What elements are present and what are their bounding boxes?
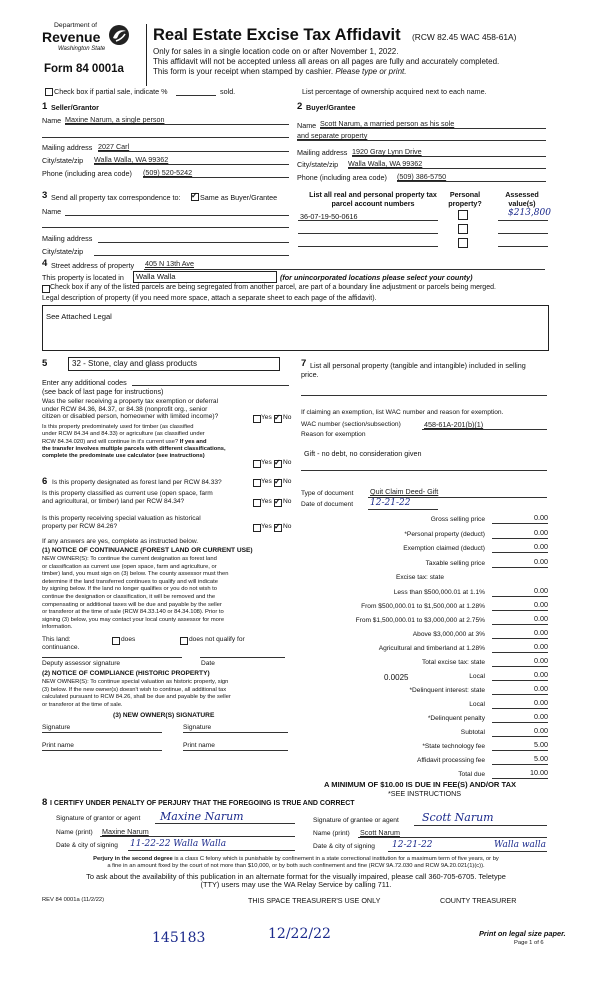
timber-question-line3 xyxy=(42,439,226,446)
timber-question xyxy=(42,424,226,460)
tax-row-value[interactable]: 0.00 xyxy=(534,586,548,595)
document-date-field[interactable]: 12-21-22 xyxy=(370,498,411,508)
grantor-name-line xyxy=(100,836,295,837)
additional-codes-label: Enter any additional codes xyxy=(42,378,127,387)
total-due-value[interactable]: 10.00 xyxy=(530,768,548,777)
section-4-number: 4 xyxy=(42,258,48,269)
timber-question-line2: under RCW 84.34 and 84.33) or agriculture (as classified under xyxy=(42,431,205,438)
tax-row-line xyxy=(492,596,548,597)
continuance-line: by signing below. If the land no longer qualifies or you do not wish to xyxy=(42,586,217,593)
tax-row-line xyxy=(492,652,548,653)
does-qualify-label: does xyxy=(121,636,136,643)
tax-row-line xyxy=(492,750,548,751)
grantee-city-field[interactable]: Walla walla xyxy=(494,840,547,850)
tax-row-label: Taxable selling price xyxy=(425,560,485,567)
if-yes-instructions: If any answers are yes, complete as instructed below. xyxy=(42,538,199,545)
section-2-number: 2 xyxy=(297,101,303,112)
tax-row-label: Above $3,000,000 at 3% xyxy=(412,631,485,638)
seller-phone-line xyxy=(143,177,289,178)
page-title: Real Estate Excise Tax Affidavit xyxy=(153,26,401,44)
document-date-line xyxy=(368,509,438,510)
current-use-question xyxy=(42,490,213,506)
tax-row-line xyxy=(492,694,548,695)
tax-row-label: Subtotal xyxy=(460,729,485,736)
buyer-phone-label: Phone (including area code) xyxy=(297,173,387,182)
grantee-signature-label: Signature of grantee or agent xyxy=(313,817,399,824)
legal-description-text: See Attached Legal xyxy=(46,312,112,321)
perjury-heading: Perjury in the second degree xyxy=(93,856,173,862)
tax-row-line xyxy=(492,666,548,667)
tax-row-label: Less than $500,000.01 at 1.1% xyxy=(393,589,485,596)
does-not-qualify-label: does not qualify for xyxy=(189,636,245,643)
current-use-line2: and agricultural, or timber) land per RCW 84.34? xyxy=(42,497,185,505)
stamp-date: 12/22/22 xyxy=(268,926,331,942)
assessed-line-2[interactable] xyxy=(498,233,548,234)
certify-statement: I CERTIFY UNDER PENALTY OF PERJURY THAT THE FOREGOING IS TRUE AND CORRECT xyxy=(50,800,355,807)
notice-compliance-body xyxy=(42,679,231,709)
tax-row-label: Local xyxy=(469,701,485,708)
partial-sale-checkbox[interactable] xyxy=(45,88,53,96)
tax-row-value[interactable]: 0.00 xyxy=(534,528,548,537)
parcel-line-3[interactable] xyxy=(298,246,438,247)
section-7-number: 7 xyxy=(301,358,307,369)
timber-question-line5: complete the predominate use calculator (see instructions) xyxy=(42,453,205,460)
timber-question-if-yes: If yes and xyxy=(179,438,207,445)
wac-number-field[interactable]: 458-61A-201(b)(1) xyxy=(424,420,484,429)
buyer-heading: Buyer/Grantee xyxy=(306,103,356,112)
seller-name-line2 xyxy=(42,137,289,138)
document-type-field[interactable]: Quit Claim Deed- Gift xyxy=(370,487,439,496)
correspondence-name-label: Name xyxy=(42,207,62,216)
tax-row-value[interactable]: 0.00 xyxy=(534,557,548,566)
personal-property-header xyxy=(445,190,485,208)
subtitle-line2: This affidavit will not be accepted unless all areas on all pages are fully and accurately completed. xyxy=(153,57,500,66)
owner-print-line-2[interactable] xyxy=(183,750,288,751)
tax-row-line xyxy=(492,736,548,737)
seller-name-field[interactable]: Maxine Narum, a single person xyxy=(65,115,165,124)
correspondence-city-label: City/state/zip xyxy=(42,247,84,256)
exemption-no-label: No xyxy=(283,414,292,421)
tax-row-value[interactable]: 0.00 xyxy=(534,513,548,522)
historic-line2: property per RCW 84.26? xyxy=(42,522,118,530)
assessed-header-line2: value(s) xyxy=(508,199,536,208)
compliance-line: or transferor at the time of sale. xyxy=(42,701,123,708)
personal-property-line1: List all personal property (tangible and intangible) included in selling xyxy=(310,361,526,370)
grantor-date-city-field[interactable]: 11-22-22 Walla Walla xyxy=(130,839,227,849)
county-treasurer-label: COUNTY TREASURER xyxy=(440,896,517,905)
historic-yes-checkbox[interactable] xyxy=(253,524,261,532)
tax-row-label: *Personal property (deduct) xyxy=(404,531,485,538)
tax-row-label: Local xyxy=(469,673,485,680)
segregated-checkbox[interactable] xyxy=(42,285,50,293)
tax-row-label: Affidavit processing fee xyxy=(416,757,485,764)
same-as-buyer-check-icon: ✓ xyxy=(191,191,198,200)
wac-number-label: WAC number (section/subsection) xyxy=(301,421,401,428)
continuance-line: timber) land, you must sign on (3) below. The county assessor must then xyxy=(42,571,229,578)
forest-no-label: No xyxy=(283,478,292,485)
grantee-name-line xyxy=(358,837,547,838)
agency-line2: Revenue xyxy=(42,29,101,45)
timber-no-check-icon: ✓ xyxy=(274,458,281,467)
personal-property-list-line-1[interactable] xyxy=(301,395,547,396)
seller-city-label: City/state/zip xyxy=(42,156,84,165)
see-instructions-note: *SEE INSTRUCTIONS xyxy=(388,789,462,798)
continuance-line: or classification as current use (open space, farm and agriculture, or xyxy=(42,563,217,570)
tax-row-value[interactable]: 0.00 xyxy=(534,542,548,551)
notice-continuance-title: (1) NOTICE OF CONTINUANCE (FOREST LAND OR CURRENT USE) xyxy=(42,547,253,554)
owner-signature-label-1: Signature xyxy=(42,724,71,731)
grantee-date-field[interactable]: 12-21-22 xyxy=(392,840,433,850)
grantor-signature-label: Signature of grantor or agent xyxy=(56,815,141,822)
tax-row-line xyxy=(492,680,548,681)
notice-compliance-title: (2) NOTICE OF COMPLIANCE (HISTORIC PROPERTY) xyxy=(42,670,210,677)
legal-description-field[interactable] xyxy=(42,305,549,351)
parcel-number-field[interactable]: 36-07-19-50-0616 xyxy=(300,212,358,221)
compliance-line: calculated pursuant to RCW 84.26, shall be due and payable by the seller xyxy=(42,694,231,701)
tax-row-label: *Delinquent interest: state xyxy=(409,687,485,694)
legal-description-label: Legal description of property (if you need more space, attach a separate sheet to each page of the affidavit). xyxy=(42,295,377,302)
correspondence-city-line[interactable] xyxy=(94,255,289,256)
tax-row-line xyxy=(492,610,548,611)
tax-row-label: Gross selling price xyxy=(430,516,485,523)
correspondence-name-line2 xyxy=(42,227,289,228)
land-use-code-value: 32 - Stone, clay and glass products xyxy=(72,359,197,368)
exemption-question xyxy=(42,398,218,421)
tax-row-value[interactable]: 5.00 xyxy=(534,740,548,749)
owner-signature-label-2: Signature xyxy=(183,724,212,731)
assessed-line-3[interactable] xyxy=(498,246,548,247)
grantee-signature-line xyxy=(414,825,547,826)
sold-label: sold. xyxy=(220,87,236,96)
partial-sale-label: Check box if partial sale, indicate % xyxy=(54,87,168,96)
tax-row-label: *State technology fee xyxy=(422,743,485,750)
assessed-value-header xyxy=(497,190,547,208)
title-reference: (RCW 82.45 WAC 458-61A) xyxy=(412,32,517,42)
personal-property-line2: price. xyxy=(301,370,319,379)
forest-question: Is this property designated as forest land per RCW 84.33? xyxy=(52,479,222,486)
parcel-line-1 xyxy=(298,220,438,221)
revenue-swirl-icon xyxy=(107,24,131,46)
exemption-question-line3: citizen or disabled person, homeowner with limited income)? xyxy=(42,413,219,421)
personal-property-checkbox-1[interactable] xyxy=(458,210,468,220)
owner-print-line-1[interactable] xyxy=(42,750,162,751)
correspondence-mailing-label: Mailing address xyxy=(42,234,93,243)
tax-row-label: From $1,500,000.01 to $3,000,000 at 2.75% xyxy=(355,617,485,624)
assessed-line-1 xyxy=(498,220,548,221)
wac-number-line xyxy=(422,429,547,430)
tax-row-value[interactable]: 0.00 xyxy=(534,642,548,651)
parcel-header-line2: parcel account numbers xyxy=(331,199,415,208)
continuance-line: determine if the land transferred continues to qualify and will indicate xyxy=(42,578,218,585)
buyer-city-line xyxy=(348,168,546,169)
ownership-note: List percentage of ownership acquired next to each name. xyxy=(302,87,487,96)
dor-logo xyxy=(40,22,144,56)
tax-row-label: Total due xyxy=(458,771,485,778)
stamp-number: 145183 xyxy=(152,930,206,946)
alt-format-line2: (TTY) users may use the WA Relay Service by calling 711. xyxy=(200,880,392,890)
receipt-note: This form is your receipt when stamped by cashier. xyxy=(153,67,334,76)
personal-header-line1: Personal xyxy=(449,190,481,199)
does-qualify-checkbox[interactable] xyxy=(112,637,120,645)
tax-row-line xyxy=(492,722,548,723)
forest-yes-checkbox[interactable] xyxy=(253,479,261,487)
seller-mailing-label: Mailing address xyxy=(42,143,93,152)
deputy-date-line[interactable] xyxy=(200,657,285,658)
grantor-name-label: Name (print) xyxy=(56,829,93,836)
grantee-name-label: Name (print) xyxy=(313,830,350,837)
segregated-label: Check box if any of the listed parcels are being segregated from another parcel, are part of a boundary line adjustment or parcels being merged. xyxy=(50,284,496,291)
alt-format-line1: To ask about the availability of this publication in an alternate format for the visually impaired, please call 360-705-6705. Teletype xyxy=(86,872,506,881)
tax-row-value[interactable]: 0.00 xyxy=(534,712,548,721)
document-date-label: Date of document xyxy=(301,501,354,508)
buyer-name-field-2[interactable]: and separate property xyxy=(297,131,368,140)
continuance-label: continuance. xyxy=(42,644,80,651)
timber-question-line4: the transfer involves multiple parcels with different classifications, xyxy=(42,445,226,452)
tax-row-value[interactable]: 0.00 xyxy=(534,628,548,637)
deputy-signature-line[interactable] xyxy=(42,657,182,658)
does-not-qualify-checkbox[interactable] xyxy=(180,637,188,645)
tax-row-value[interactable]: 0.00 xyxy=(534,698,548,707)
legal-paper-note: Print on legal size paper. xyxy=(479,929,566,938)
header-divider xyxy=(146,24,147,86)
owner-print-label-2: Print name xyxy=(183,742,215,749)
tax-correspondence-label: Send all property tax correspondence to: xyxy=(51,193,181,202)
compliance-line: NEW OWNER(S): To continue special valuation as historic property, sign xyxy=(42,679,229,685)
current-use-no-label: No xyxy=(283,498,292,505)
personal-property-label xyxy=(301,361,526,379)
section-5-number: 5 xyxy=(42,358,48,369)
additional-codes-line[interactable] xyxy=(132,385,289,386)
grantee-name-field[interactable]: Scott Narum xyxy=(360,828,400,837)
tax-row-line xyxy=(492,638,548,639)
exemption-yes-label: Yes xyxy=(261,414,272,421)
subtitle-line1: Only for sales in a single location code on or after November 1, 2022. xyxy=(153,47,399,56)
type-or-print-note: Please type or print. xyxy=(335,67,407,76)
tax-row-value[interactable]: 0.00 xyxy=(534,726,548,735)
continuance-line: NEW OWNER(S): To continue the current designation as forest land xyxy=(42,556,217,562)
tax-row-line xyxy=(492,708,548,709)
owner-print-label-1: Print name xyxy=(42,742,74,749)
exemption-no-check-icon: ✓ xyxy=(274,413,281,422)
tax-row-value[interactable]: 0.00 xyxy=(534,614,548,623)
revision-code: REV 84 0001a (11/2/22) xyxy=(42,897,105,903)
seller-phone-label: Phone (including area code) xyxy=(42,169,132,178)
historic-line1: Is this property receiving special valuation as historical xyxy=(42,515,201,522)
exemption-question-line2: under RCW 84.36, 84.37, or 84.38 (nonprofit org., senior xyxy=(42,405,208,413)
tax-row-line xyxy=(492,778,548,779)
tax-row-line xyxy=(492,538,548,539)
agency-line3: Washington State xyxy=(58,46,106,52)
same-as-buyer-label: Same as Buyer/Grantee xyxy=(200,193,278,202)
minimum-fee-note: A MINIMUM OF $10.00 IS DUE IN FEE(S) AND/OR TAX xyxy=(324,780,517,789)
seller-phone-field[interactable]: (509) 520-5242 xyxy=(143,168,193,177)
current-use-yes-label: Yes xyxy=(261,498,272,505)
section-6-number: 6 xyxy=(42,476,48,487)
location-select[interactable] xyxy=(133,271,277,283)
notice-continuance-body xyxy=(42,556,228,632)
timber-question-line1: Is this property predominately used for timber (as classified xyxy=(42,424,194,430)
tax-row-value[interactable]: 5.00 xyxy=(534,754,548,763)
buyer-mailing-label: Mailing address xyxy=(297,148,348,157)
grantor-date-city-line xyxy=(128,850,295,851)
seller-heading: Seller/Grantor xyxy=(51,103,99,112)
buyer-phone-line xyxy=(397,181,546,182)
located-note: (for unincorporated locations please select your county) xyxy=(280,273,473,282)
subtitle-line3 xyxy=(153,67,406,76)
tax-row-label: Agricultural and timberland at 1.28% xyxy=(378,645,485,652)
tax-row-label: Total excise tax: state xyxy=(421,659,485,666)
forest-no-check-icon: ✓ xyxy=(274,477,281,486)
tax-row-value[interactable]: 0.00 xyxy=(534,670,548,679)
buyer-city-label: City/state/zip xyxy=(297,160,339,169)
grantor-name-field[interactable]: Maxine Narum xyxy=(102,827,149,836)
grantee-date-city-label: Date & city of signing xyxy=(313,843,375,850)
buyer-name-label: Name xyxy=(297,121,317,130)
owner-signature-line-2[interactable] xyxy=(183,732,288,733)
tax-row-value[interactable]: 0.00 xyxy=(534,656,548,665)
treasurer-use-label: THIS SPACE TREASURER'S USE ONLY xyxy=(248,896,381,905)
tax-row-line xyxy=(492,764,548,765)
buyer-name-line xyxy=(320,128,546,129)
buyer-city-field[interactable]: Walla Walla, WA 99362 xyxy=(348,159,423,168)
exemption-claim-label: If claiming an exemption, list WAC number and reason for exemption. xyxy=(301,409,504,416)
exemption-reason-line xyxy=(301,470,547,471)
perjury-line2: a fine in an amount fixed by the court of not more than $10,000, or by both such confinement and fine (RCW 9A.72.030 and RCW 9A.20.021(1)(c)). xyxy=(107,863,485,870)
tax-row-line xyxy=(492,624,548,625)
exemption-yes-checkbox[interactable] xyxy=(253,415,261,423)
agency-line1: Department of xyxy=(54,22,98,29)
current-use-line1: Is this property classified as current use (open space, farm xyxy=(42,490,213,497)
continuance-line: information. xyxy=(42,624,73,631)
new-owner-signature-title: (3) NEW OWNER(S) SIGNATURE xyxy=(113,712,215,719)
assessed-value-field[interactable]: $213,800 xyxy=(508,208,551,218)
located-in-label: This property is located in xyxy=(42,273,124,282)
personal-property-checkbox-3[interactable] xyxy=(458,238,468,248)
grantor-signature[interactable]: Maxine Narum xyxy=(160,810,244,823)
tax-row-line xyxy=(492,567,548,568)
street-address-label: Street address of property xyxy=(51,261,135,270)
deputy-date-label: Date xyxy=(201,660,215,667)
document-type-label: Type of document xyxy=(301,490,354,497)
seller-name-label: Name xyxy=(42,116,62,125)
historic-no-label: No xyxy=(283,523,292,530)
continuance-line: signing (3) below, you may contact your local county assessor for more xyxy=(42,616,225,623)
assessed-header-line1: Assessed xyxy=(505,190,539,199)
section-3-number: 3 xyxy=(42,190,48,201)
grantor-signature-line xyxy=(155,823,295,824)
exemption-reason-label: Reason for exemption xyxy=(301,431,366,438)
timber-question-line3-text: RCW 84.34.020) and will continue in it's current use? xyxy=(42,438,179,445)
parcel-header-line1: List all real and personal property tax xyxy=(309,190,437,199)
seller-mailing-field[interactable]: 2027 Carl xyxy=(98,142,130,151)
tax-row-label: From $500,000.01 to $1,500,000 at 1.28% xyxy=(361,603,485,610)
personal-property-checkbox-2[interactable] xyxy=(458,224,468,234)
street-address-field[interactable]: 405 N 13th Ave xyxy=(145,259,195,268)
tax-row-line xyxy=(492,552,548,553)
tax-row-label: *Delinquent penalty xyxy=(427,715,485,722)
correspondence-name-line[interactable] xyxy=(65,215,289,216)
grantee-signature[interactable]: Scott Narum xyxy=(422,811,494,824)
excise-tax-state-label: Excise tax: state xyxy=(395,574,444,581)
timber-yes-checkbox[interactable] xyxy=(253,460,261,468)
correspondence-mailing-line[interactable] xyxy=(98,242,289,243)
historic-question xyxy=(42,515,201,531)
local-rate: 0.0025 xyxy=(384,673,409,682)
perjury-line1 xyxy=(40,856,552,863)
parcel-line-2[interactable] xyxy=(298,233,438,234)
additional-codes-note: (see back of last page for instructions) xyxy=(42,387,164,396)
partial-percent-line[interactable] xyxy=(176,95,216,96)
historic-yes-label: Yes xyxy=(261,523,272,530)
section-8-number: 8 xyxy=(42,797,48,808)
buyer-mailing-line xyxy=(352,156,546,157)
street-address-line xyxy=(144,269,545,270)
continuance-line: compensating or additional taxes will be due and payable by the seller xyxy=(42,601,222,608)
timber-no-label: No xyxy=(283,459,292,466)
land-use-code-select[interactable] xyxy=(68,357,280,371)
buyer-mailing-field[interactable]: 1920 Gray Lynn Drive xyxy=(352,147,422,156)
seller-mailing-line xyxy=(98,151,289,152)
parcel-header xyxy=(298,190,448,208)
forest-yes-label: Yes xyxy=(261,478,272,485)
personal-header-line2: property? xyxy=(448,199,482,208)
exemption-question-line1: Was the seller receiving a property tax exemption or deferral xyxy=(42,398,219,405)
location-select-value: Walla Walla xyxy=(136,272,176,281)
seller-city-field[interactable]: Walla Walla, WA 99362 xyxy=(94,155,169,164)
tax-row-line xyxy=(492,523,548,524)
perjury-warning xyxy=(40,856,552,871)
exemption-reason-field[interactable]: Gift - no debt, no consideration given xyxy=(304,449,422,458)
alternate-format-note xyxy=(40,873,552,890)
continuance-line: or transferor at the time of sale (RCW 84.33.140 or 84.34.108). Prior to xyxy=(42,609,224,616)
perjury-text: is a class C felony which is punishable by confinement in a state correctional institution for a maximum term of five years, or by xyxy=(174,856,499,862)
compliance-line: (3) below. If the new owner(s) doesn't wish to continue, all additional tax xyxy=(42,686,227,693)
seller-name-line xyxy=(65,124,289,125)
continuance-line: continue the designation or classification, it will be removed and the xyxy=(42,593,216,600)
buyer-name-field[interactable]: Scott Narum, a married person as his sole xyxy=(320,119,455,128)
this-land-label: This land: xyxy=(42,636,71,643)
form-number: Form 84 0001a xyxy=(44,63,124,75)
tax-row-value[interactable]: 0.00 xyxy=(534,600,548,609)
seller-city-line xyxy=(94,164,289,165)
current-use-no-check-icon: ✓ xyxy=(274,497,281,506)
section-1-number: 1 xyxy=(42,101,48,112)
grantor-date-city-label: Date & city of signing xyxy=(56,842,118,849)
current-use-yes-checkbox[interactable] xyxy=(253,499,261,507)
historic-no-check-icon: ✓ xyxy=(274,522,281,531)
buyer-name-line2 xyxy=(297,140,546,141)
timber-yes-label: Yes xyxy=(261,459,272,466)
deputy-signature-label: Deputy assessor signature xyxy=(42,660,121,667)
tax-row-value[interactable]: 0.00 xyxy=(534,684,548,693)
buyer-phone-field[interactable]: (509) 386-5750 xyxy=(397,172,447,181)
tax-row-label: Exemption claimed (deduct) xyxy=(403,545,485,552)
owner-signature-line-1[interactable] xyxy=(42,732,162,733)
page-number: Page 1 of 6 xyxy=(514,940,544,946)
grantee-date-city-line xyxy=(388,851,547,852)
